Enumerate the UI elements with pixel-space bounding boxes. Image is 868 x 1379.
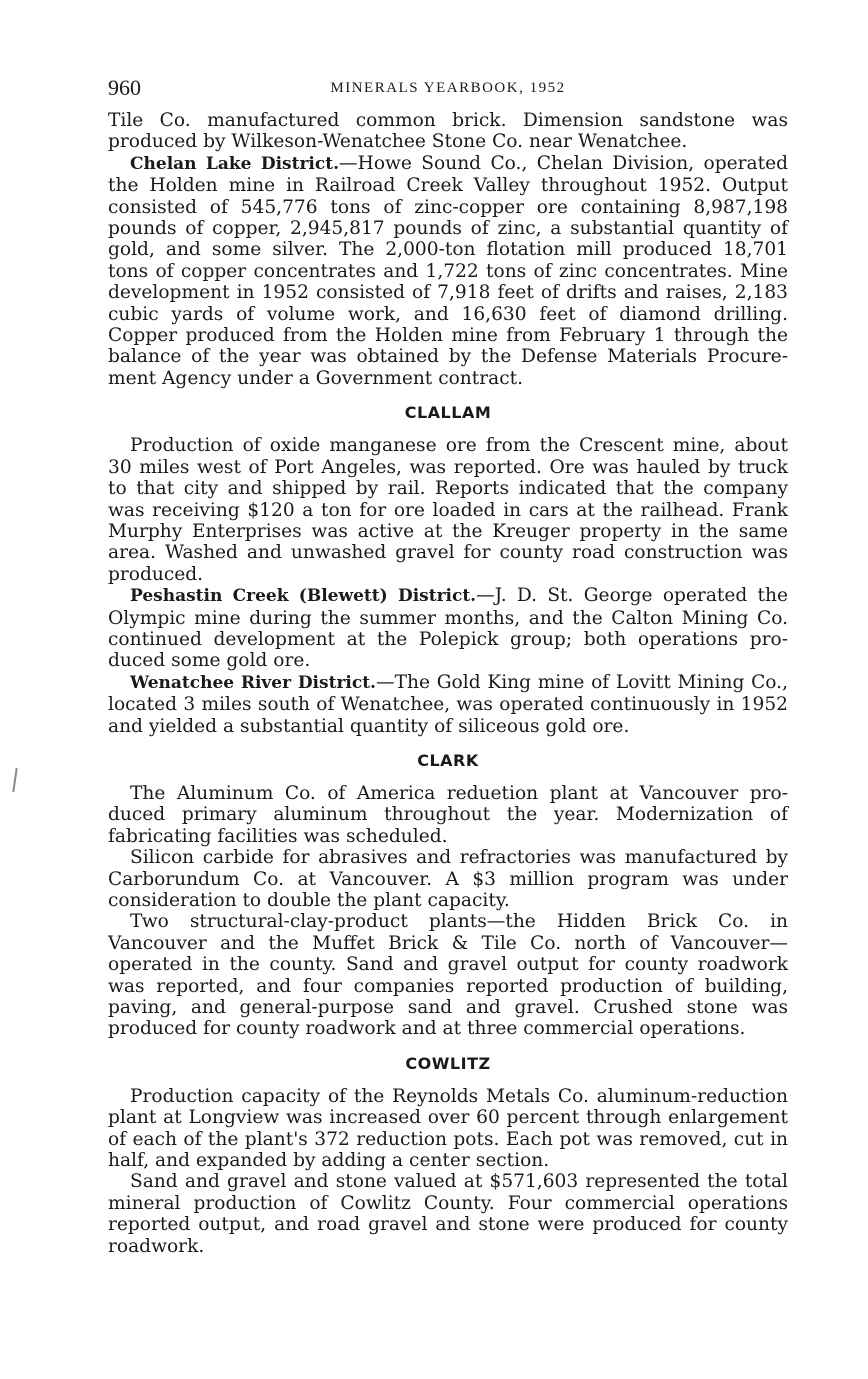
clark-paragraph-2: Silicon carbide for abrasives and refractories was manufactured by Carborundum Co. at Vancouver. A $3 million program was under consideration to double the plant capacity. bbox=[108, 847, 788, 911]
running-head bbox=[108, 74, 788, 102]
chelan-lake-text: —Howe Sound Co., Chelan Division, operated the Holden mine in Railroad Creek Valley throughout 1952. Output consisted of 545,776 tons of zinc-copper ore containing 8,987,198 pounds of copper, 2,945,817 pounds of zinc, a substantial quantity of gold, and some silver. The 2,000-ton flotation mill produced 18,701 tons of copper concentrates and 1,722 tons of zinc concentrates. Mine development in 1952 consisted of 7,918 feet of drifts and raises, 2,183 cubic yards of volume work, and 16,630 feet of diamond drilling. Copper produced from the Holden mine from February 1 through the balance of the year was obtained by the Defense Materials Procurement Agency under a Government contract. bbox=[108, 152, 788, 389]
intro-paragraph: Tile Co. manufactured common brick. Dimension sandstone was produced by Wilkeson-Wenatchee Stone Co. near Wenatchee. bbox=[108, 110, 788, 153]
peshastin-text: —J. D. St. George operated the Olympic mine during the summer months, and the Calton Mining Co. continued development at the Polepick group; both operations produced some gold ore. bbox=[108, 585, 788, 672]
peshastin-heading: Peshastin Creek (Blewett) District. bbox=[130, 586, 477, 607]
clallam-paragraph: Production of oxide manganese ore from the Crescent mine, about 30 miles west of Port Angeles, was reported. Ore was hauled by truck to that city and shipped by rail. Reports indicated that the company was receiving $120 a ton for ore loaded in cars at the railhead. Frank Murphy Enterprises was active at the Kreuger property in the same area. Washed and unwashed gravel for county road construction was produced. bbox=[108, 435, 788, 585]
clark-paragraph-1: The Aluminum Co. of America reduetion plant at Vancouver produced primary aluminum throughout the year. Modernization of fabricating facilities was scheduled. bbox=[108, 782, 788, 847]
chelan-lake-heading: Chelan Lake District. bbox=[130, 153, 340, 174]
cowlitz-paragraph-1: Production capacity of the Reynolds Metals Co. aluminum-reduction plant at Longview was increased over 60 percent through enlargement of each of the plant's 372 reduction pots. Each pot was removed, cut in half, and expanded by adding a center section. bbox=[108, 1085, 788, 1172]
peshastin-paragraph bbox=[108, 585, 788, 672]
margin-mark bbox=[12, 768, 17, 792]
clark-heading: CLARK bbox=[417, 750, 479, 770]
clark-paragraph-3: Two structural-clay-product plants—the Hidden Brick Co. in Vancouver and the Muffet Brick & Tile Co. north of Vancouver—operated in the county. Sand and gravel output for county roadwork was reported, and four companies reported production of building, paving, and general-purpose sand and gravel. Crushed stone was produced for county roadwork and at three commercial operations. bbox=[108, 911, 788, 1040]
cowlitz-heading: COWLITZ bbox=[405, 1053, 491, 1073]
chelan-lake-paragraph bbox=[108, 153, 788, 389]
page-number: 960 bbox=[108, 75, 141, 100]
wenatchee-text: —The Gold King mine of Lovitt Mining Co., located 3 miles south of Wenatchee, was operated continuously in 1952 and yielded a substantial quantity of siliceous gold ore. bbox=[108, 671, 788, 737]
page bbox=[108, 74, 788, 1257]
clallam-heading: CLALLAM bbox=[404, 403, 492, 423]
wenatchee-heading: Wenatchee River District. bbox=[130, 672, 376, 693]
wenatchee-paragraph bbox=[108, 672, 788, 737]
book-title: MINERALS YEARBOOK, 1952 bbox=[330, 80, 566, 96]
cowlitz-paragraph-2: Sand and gravel and stone valued at $571,603 represented the total mineral production of Cowlitz County. Four commercial operations reported output, and road gravel and stone were produced for county roadwork. bbox=[108, 1171, 788, 1257]
